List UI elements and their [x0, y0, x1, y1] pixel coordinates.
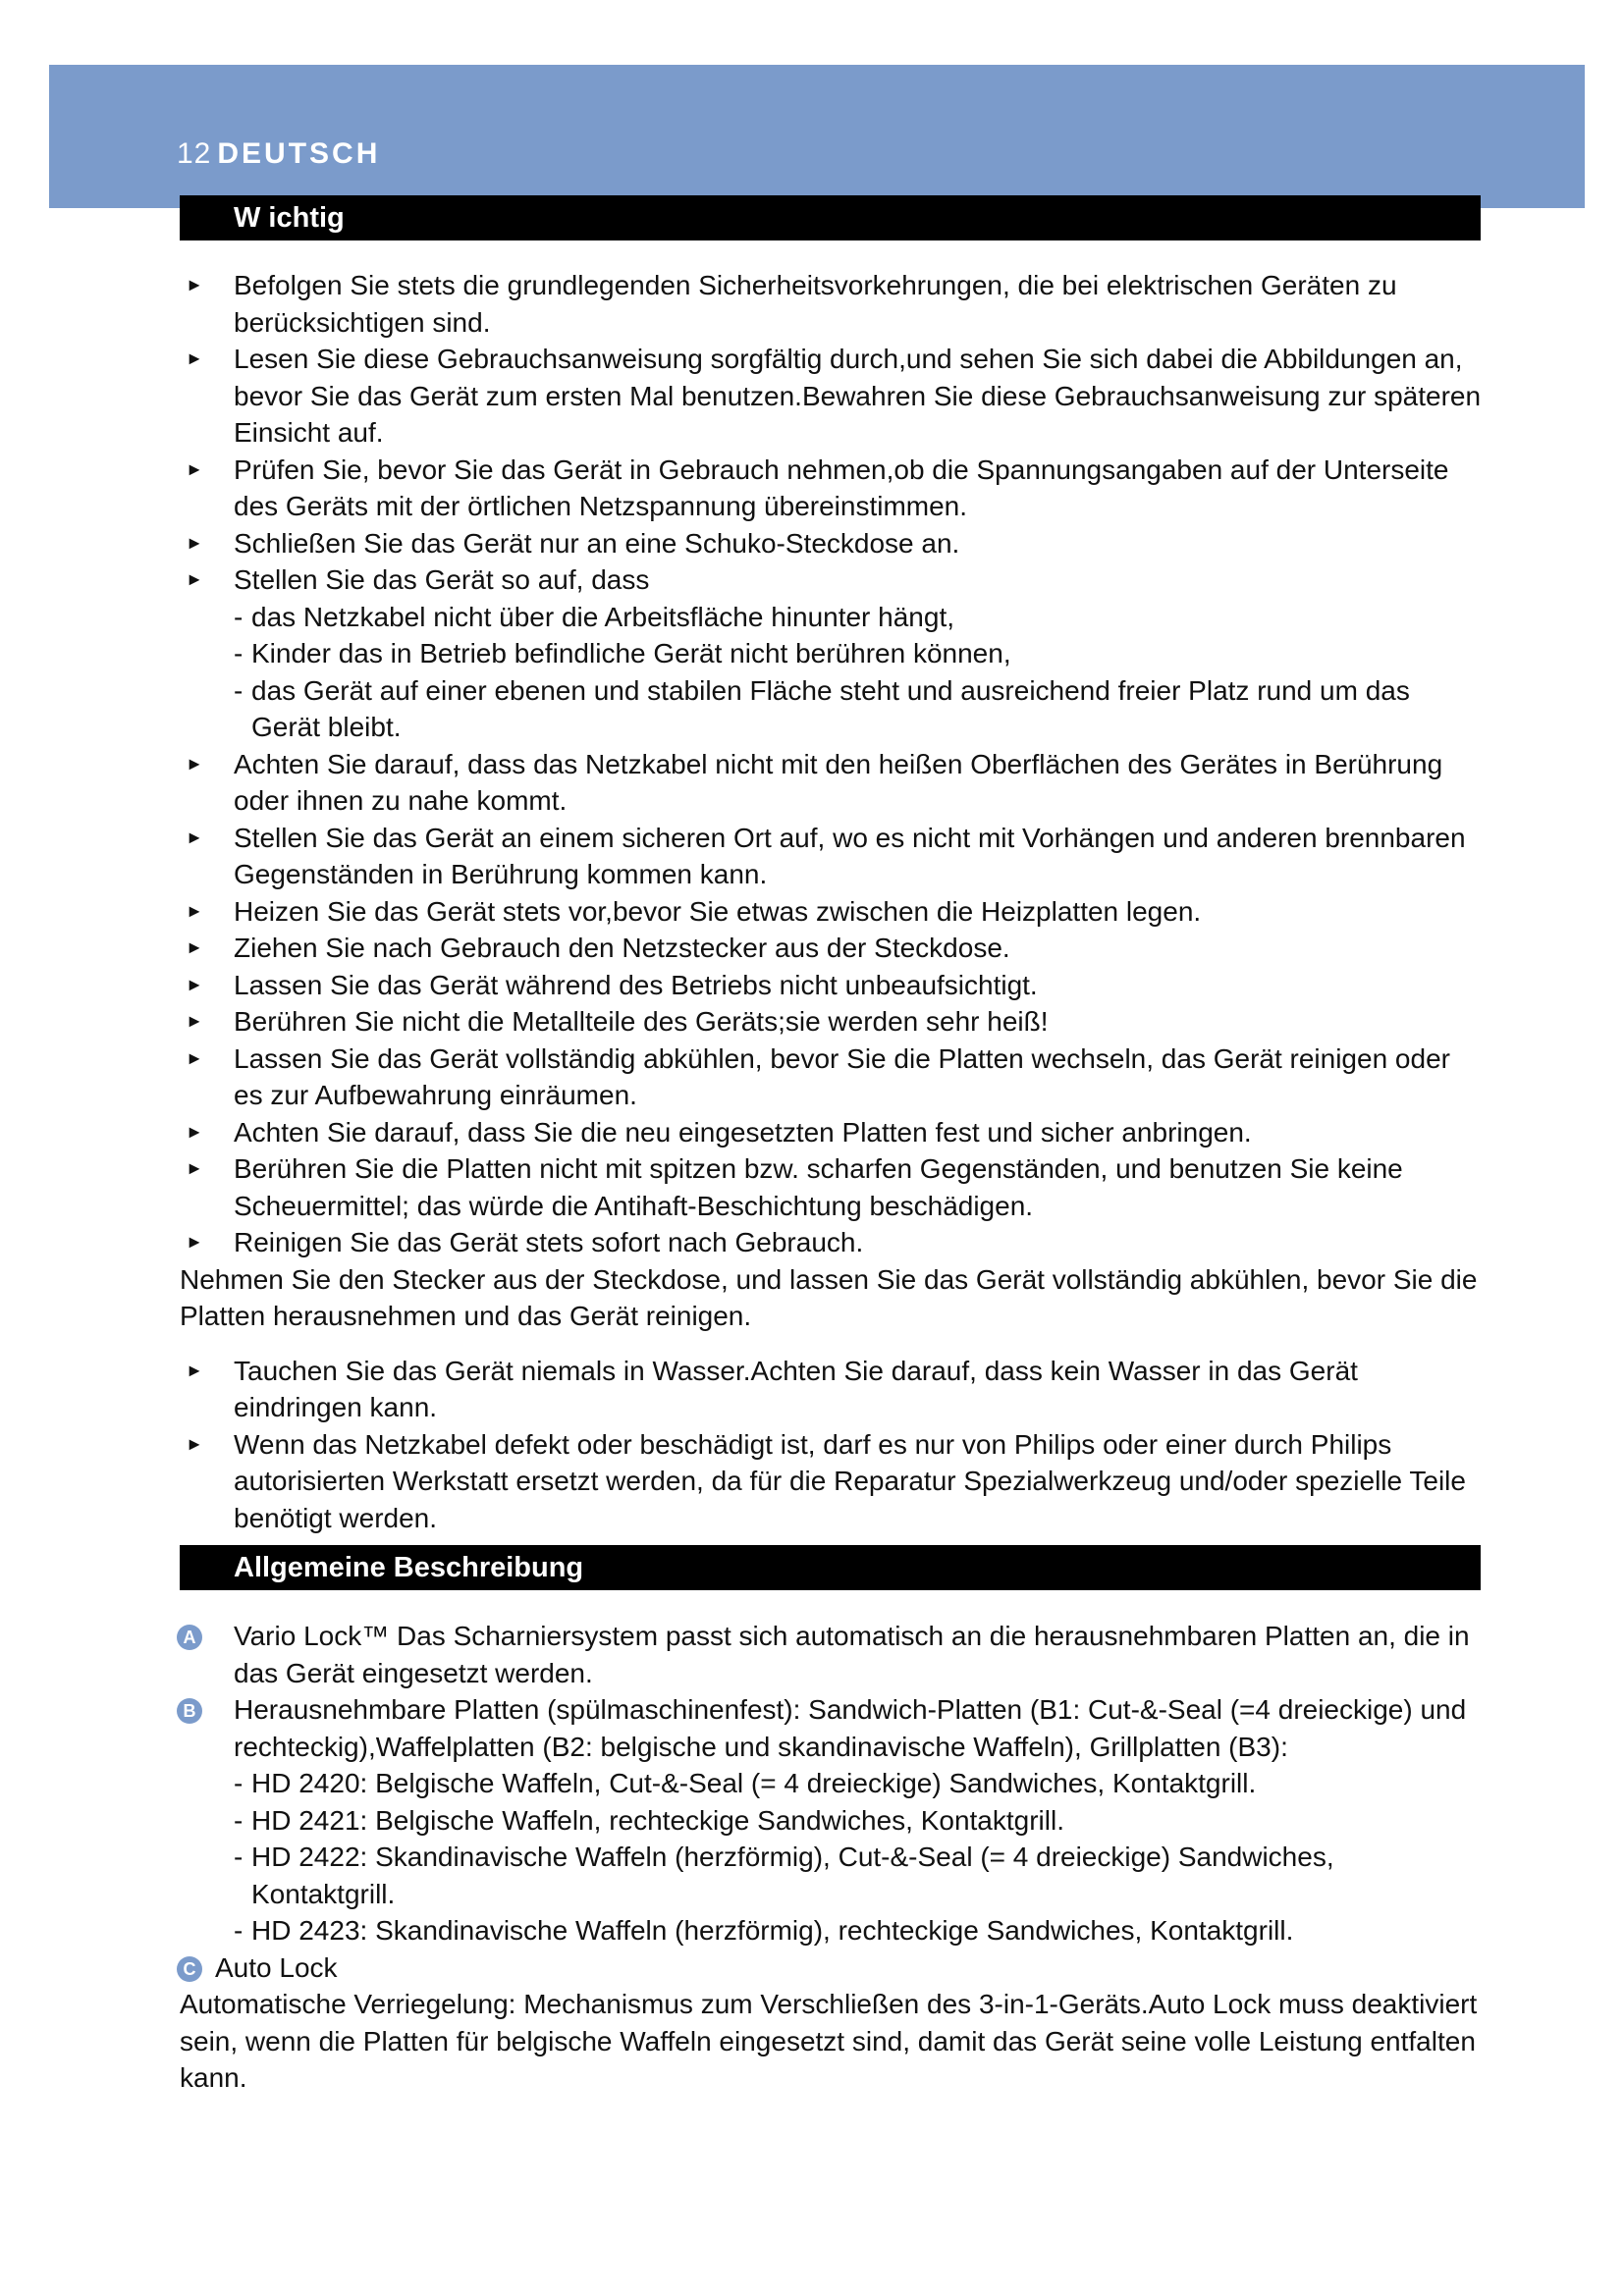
- list-item: ► Lesen Sie diese Gebrauchsanweisung sorgfältig durch,und sehen Sie sich dabei die Abbildungen an, bevor Sie das Gerät zum ersten Mal benutzen.Bewahren Sie diese Gebrauchsanweisung zur späteren Einsicht auf.: [180, 341, 1486, 452]
- list-item: ► Prüfen Sie, bevor Sie das Gerät in Gebrauch nehmen,ob die Spannungsangaben auf der Unterseite des Geräts mit der örtlichen Netzspannung übereinstimmen.: [180, 452, 1486, 525]
- bullet-arrow-icon: ►: [186, 569, 203, 589]
- bullet-arrow-icon: ►: [186, 753, 203, 774]
- bullet-arrow-icon: ►: [186, 458, 203, 479]
- sub-list-item: - das Netzkabel nicht über die Arbeitsfläche hinunter hängt,: [234, 601, 955, 632]
- bullet-arrow-icon: ►: [186, 1121, 203, 1142]
- important-section: [180, 267, 1486, 1536]
- list-item: ► Stellen Sie das Gerät so auf, dass: [180, 561, 1486, 599]
- page-number: 12: [177, 137, 212, 170]
- description-item-a: A Vario Lock™ Das Scharniersystem passt sich automatisch an die herausnehmbaren Platten an, die in das Gerät eingesetzt werden.: [180, 1618, 1486, 1691]
- auto-lock-description: Automatische Verriegelung: Mechanismus zum Verschließen des 3-in-1-Geräts.Auto Lock muss deaktiviert sein, wenn die Platten für belgische Waffeln eingesetzt sind, damit das Gerät seine volle Leistung entfalten kann.: [180, 1989, 1478, 2093]
- bullet-arrow-icon: ►: [186, 275, 203, 294]
- list-item: ► Reinigen Sie das Gerät stets sofort nach Gebrauch.: [180, 1224, 1486, 1261]
- bullet-arrow-icon: ►: [186, 532, 203, 553]
- list-item: ► Lassen Sie das Gerät während des Betriebs nicht unbeaufsichtigt.: [180, 967, 1486, 1004]
- language-label: DEUTSCH: [217, 137, 381, 170]
- letter-b-badge: B: [177, 1698, 202, 1724]
- page-header: [177, 137, 380, 171]
- list-item: ► Lassen Sie das Gerät vollständig abkühlen, bevor Sie die Platten wechseln, das Gerät reinigen oder es zur Aufbewahrung einräumen.: [180, 1041, 1486, 1114]
- description-item-c: C Auto Lock: [180, 1949, 1486, 1987]
- model-item: - HD 2423: Skandinavische Waffeln (herzförmig), rechteckige Sandwiches, Kontaktgrill.: [234, 1915, 1294, 1946]
- bullet-arrow-icon: ►: [186, 1047, 203, 1068]
- bullet-arrow-icon: ►: [186, 827, 203, 847]
- bullet-arrow-icon: ►: [186, 900, 203, 921]
- sub-list-item: - Kinder das in Betrieb befindliche Gerät nicht berühren können,: [234, 638, 1011, 668]
- sub-list-item: - das Gerät auf einer ebenen und stabilen Fläche steht und ausreichend freier Platz rund um das Gerät bleibt.: [234, 674, 1410, 742]
- list-item: ► Schließen Sie das Gerät nur an eine Schuko-Steckdose an.: [180, 525, 1486, 562]
- section-heading-description: Allgemeine Beschreibung: [180, 1545, 1481, 1590]
- list-item: ► Heizen Sie das Gerät stets vor,bevor Sie etwas zwischen die Heizplatten legen.: [180, 893, 1486, 931]
- letter-c-badge: C: [177, 1956, 202, 1982]
- list-item: ► Achten Sie darauf, dass das Netzkabel nicht mit den heißen Oberflächen des Gerätes in Berührung oder ihnen zu nahe kommt.: [180, 746, 1486, 820]
- letter-a-badge: A: [177, 1625, 202, 1650]
- bullet-arrow-icon: ►: [186, 974, 203, 994]
- model-item: - HD 2421: Belgische Waffeln, rechteckige Sandwiches, Kontaktgrill.: [234, 1804, 1064, 1836]
- list-item: ► Achten Sie darauf, dass Sie die neu eingesetzten Platten fest und sicher anbringen.: [180, 1114, 1486, 1151]
- bullet-arrow-icon: ►: [186, 1011, 203, 1031]
- model-item: - HD 2420: Belgische Waffeln, Cut-&-Seal (= 4 dreieckige) Sandwiches, Kontaktgrill.: [234, 1768, 1257, 1798]
- description-item-b: B Herausnehmbare Platten (spülmaschinenfest): Sandwich-Platten (B1: Cut-&-Seal (=4 dreieckige) und rechteckig),Waffelplatten (B2: belgische und skandinavische Waffeln), Grillplatten (B3):: [180, 1691, 1486, 1765]
- list-item: ► Stellen Sie das Gerät an einem sicheren Ort auf, wo es nicht mit Vorhängen und anderen brennbaren Gegenständen in Berührung kommen kann.: [180, 820, 1486, 893]
- bullet-arrow-icon: ►: [186, 348, 203, 368]
- list-item: ► Tauchen Sie das Gerät niemals in Wasser.Achten Sie darauf, dass kein Wasser in das Gerät eindringen kann.: [180, 1353, 1486, 1426]
- list-item: ► Befolgen Sie stets die grundlegenden Sicherheitsvorkehrungen, die bei elektrischen Geräten zu berücksichtigen sind.: [180, 267, 1486, 341]
- bullet-arrow-icon: ►: [186, 1360, 203, 1380]
- list-item: ► Wenn das Netzkabel defekt oder beschädigt ist, darf es nur von Philips oder einer durch Philips autorisierten Werkstatt ersetzt werden, da für die Reparatur Spezialwerkzeug und/oder spezielle Teile benötigt werden.: [180, 1426, 1486, 1537]
- description-section: [180, 1618, 1486, 2097]
- bullet-arrow-icon: ►: [186, 1158, 203, 1178]
- list-item: ► Ziehen Sie nach Gebrauch den Netzstecker aus der Steckdose.: [180, 930, 1486, 967]
- bullet-arrow-icon: ►: [186, 1232, 203, 1252]
- bullet-arrow-icon: ►: [186, 937, 203, 957]
- bullet-arrow-icon: ►: [186, 1433, 203, 1454]
- section-heading-important: W ichtig: [180, 195, 1481, 240]
- model-item: - HD 2422: Skandinavische Waffeln (herzförmig), Cut-&-Seal (= 4 dreieckige) Sandwiches, Kontaktgrill.: [234, 1842, 1334, 1909]
- list-item: ► Berühren Sie nicht die Metallteile des Geräts;sie werden sehr heiß!: [180, 1003, 1486, 1041]
- list-item: ► Berühren Sie die Platten nicht mit spitzen bzw. scharfen Gegenständen, und benutzen Sie keine Scheuermittel; das würde die Antihaft-Beschichtung beschädigen.: [180, 1150, 1486, 1224]
- cleaning-note: Nehmen Sie den Stecker aus der Steckdose, und lassen Sie das Gerät vollständig abkühlen, bevor Sie die Platten herausnehmen und das Gerät reinigen.: [180, 1263, 1478, 1331]
- header-band: [49, 65, 1585, 208]
